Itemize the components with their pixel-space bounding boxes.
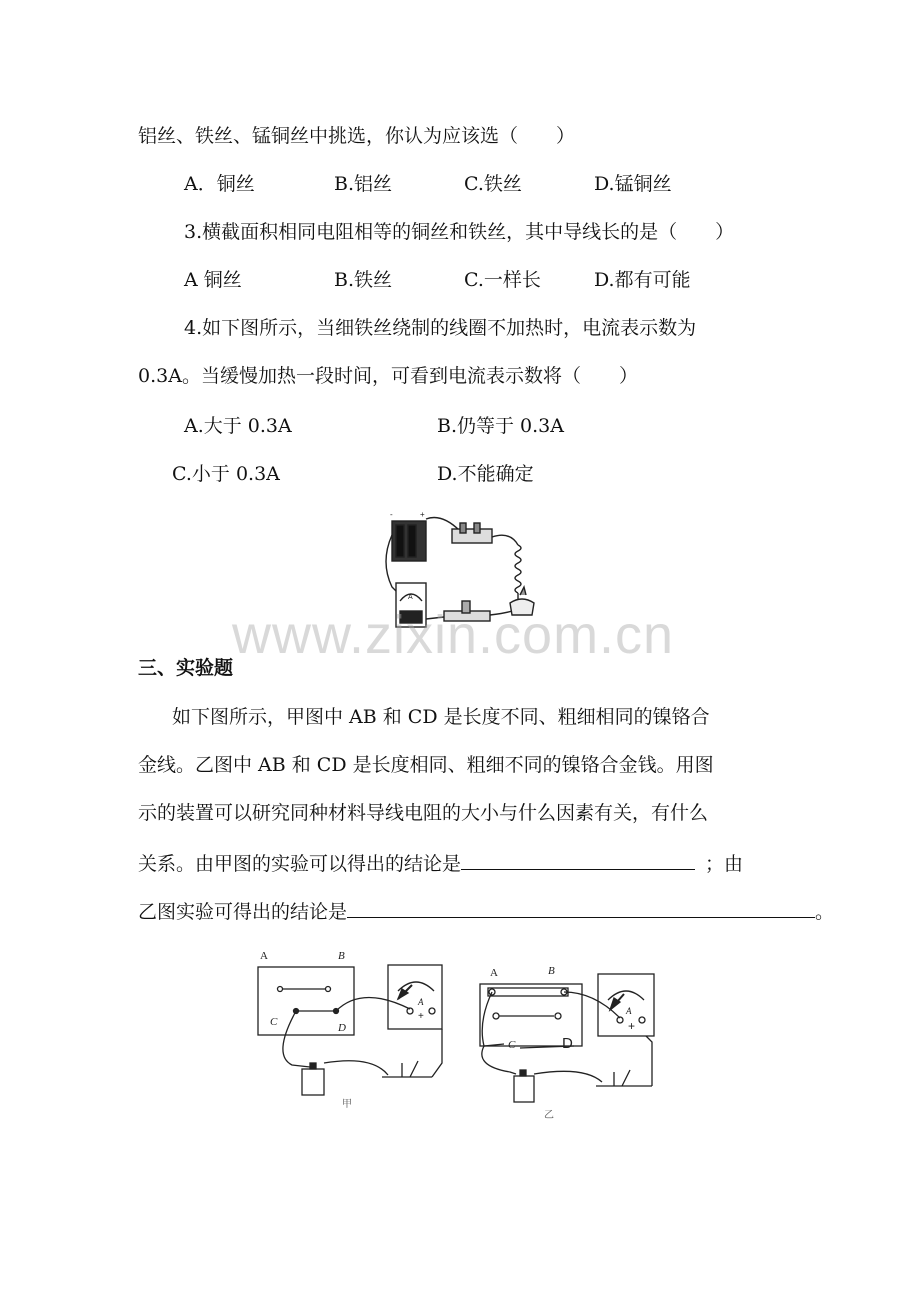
section-heading: 三、实验题 [138, 657, 234, 679]
line4-text: 关系。由甲图的实验可以得出的结论是 [138, 853, 462, 875]
line4-tail: ；由 [705, 853, 744, 875]
q2-option-b[interactable]: B.铝丝 [334, 173, 393, 195]
battery-plus-label: + [420, 510, 425, 519]
yi-label-b: B [548, 965, 555, 977]
yi-label-d: D [562, 1035, 573, 1052]
jia-battery [302, 1069, 324, 1095]
jia-label-c: C [270, 1016, 278, 1028]
q3-option-d[interactable]: D.都有可能 [594, 269, 691, 291]
q4-stem-line1: 4.如下图所示，当细铁丝绕制的线圈不加热时，电流表示数为 [184, 317, 697, 339]
q4-stem-line2: 0.3A。当缓慢加热一段时间，可看到电流表示数将（ ） [138, 365, 638, 387]
jia-plus-label: + [418, 1011, 424, 1022]
q2-stem: 铝丝、铁丝、锰铜丝中挑选，你认为应该选（ ） [138, 125, 576, 147]
jia-label-b: B [338, 950, 345, 962]
answer-blank-2[interactable] [347, 897, 815, 918]
jia-label-a: A [260, 950, 268, 962]
q4-option-d[interactable]: D.不能确定 [437, 463, 534, 485]
q3-option-a[interactable]: A 铜丝 [184, 269, 242, 291]
iron-wire-coil [515, 545, 521, 593]
yi-label-c: C [508, 1039, 516, 1051]
q3-option-b[interactable]: B.铁丝 [334, 269, 393, 291]
section3-para-line5 [138, 897, 834, 925]
q4-option-b[interactable]: B.仍等于 0.3A [437, 415, 564, 437]
line5-text: 乙图实验可得出的结论是 [138, 901, 348, 923]
q4-option-a[interactable]: A.大于 0.3A [184, 415, 292, 437]
yi-label-a: A [490, 967, 498, 979]
q2-option-d[interactable]: D.锰铜丝 [594, 173, 672, 195]
figure-yi [474, 962, 664, 1127]
battery-minus-label: - [390, 510, 393, 519]
line5-tail: 。 [815, 901, 835, 923]
section3-para-line4 [138, 849, 743, 877]
jia-meter-label: A [418, 997, 424, 1007]
answer-blank-1[interactable] [461, 849, 695, 870]
yi-caption: 乙 [544, 1110, 554, 1121]
yi-plus-label: + [628, 1019, 636, 1033]
yi-battery [514, 1076, 534, 1102]
section3-para-line2: 金线。乙图中 AB 和 CD 是长度相同、粗细不同的镍铬合金钱。用图 [138, 754, 714, 776]
figure-jia [252, 945, 452, 1110]
ammeter-symbol: A [408, 594, 413, 601]
section3-para-line3: 示的装置可以研究同种材料导线电阻的大小与什么因素有关，有什么 [138, 802, 709, 824]
watermark: www.zixin.com.cn [232, 605, 675, 665]
q3-option-c[interactable]: C.一样长 [464, 269, 541, 291]
jia-label-d: D [338, 1022, 346, 1034]
yi-meter-label: A [626, 1006, 632, 1016]
section3-para-line1: 如下图所示，甲图中 AB 和 CD 是长度不同、粗细相同的镍铬合 [172, 706, 710, 728]
q2-option-a[interactable]: A．铜丝 [184, 173, 255, 195]
q3-stem: 3.横截面积相同电阻相等的铜丝和铁丝，其中导线长的是（ ） [184, 221, 735, 243]
yi-ammeter [598, 974, 654, 1036]
jia-caption: 甲 [342, 1099, 352, 1110]
q4-option-c[interactable]: C.小于 0.3A [172, 463, 280, 485]
q2-option-c[interactable]: C.铁丝 [464, 173, 522, 195]
jia-ammeter [388, 965, 442, 1029]
switch-icon [452, 529, 492, 543]
